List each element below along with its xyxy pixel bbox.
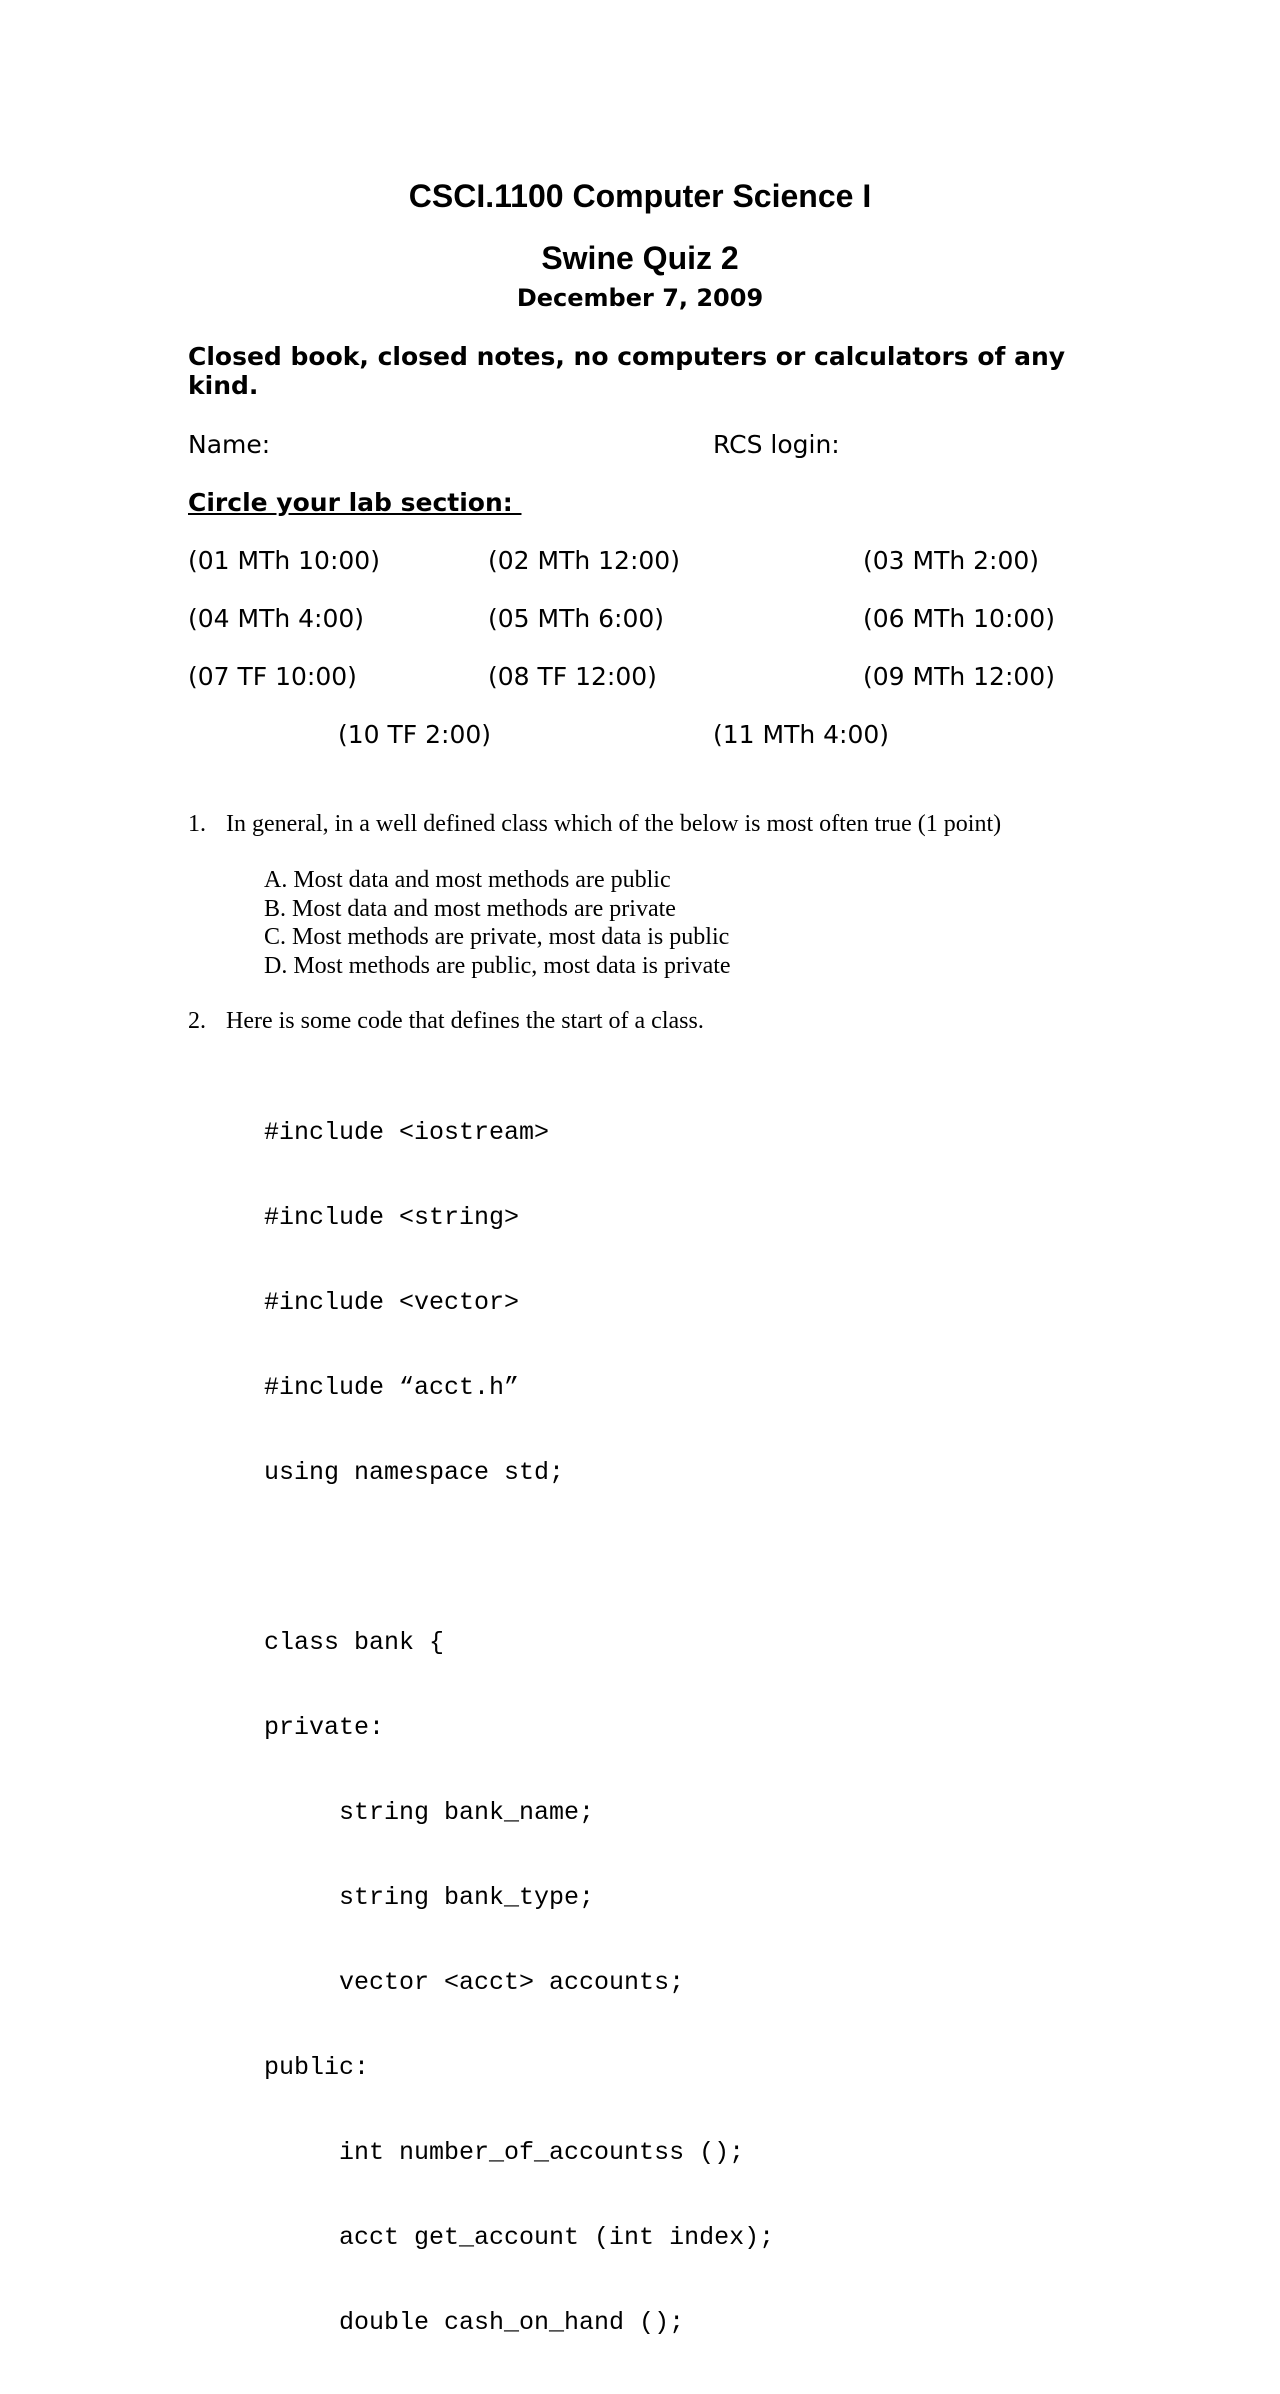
code-line: public: — [264, 2053, 370, 2083]
question-1 — [188, 809, 1168, 839]
lab-section-10: (10 TF 2:00) — [338, 720, 492, 749]
option-a: A. Most data and most methods are public — [264, 867, 671, 893]
lab-section-11: (11 MTh 4:00) — [713, 720, 890, 749]
lab-section-heading: Circle your lab section: — [188, 488, 522, 517]
lab-section-06: (06 MTh 10:00) — [863, 604, 1055, 633]
code-line — [264, 1544, 774, 1572]
code-line: vector <acct> accounts; — [264, 1968, 685, 1997]
code-line: #include <string> — [264, 1202, 520, 1232]
lab-section-08: (08 TF 12:00) — [488, 662, 657, 691]
code-line: #include “acct.h” — [264, 1372, 520, 1402]
code-line: using namespace std; — [264, 1457, 565, 1487]
question-text: Here is some code that defines the start of a class. — [226, 1008, 704, 1034]
quiz-date: December 7, 2009 — [516, 284, 764, 312]
lab-section-07: (07 TF 10:00) — [188, 662, 357, 691]
lab-section-02: (02 MTh 12:00) — [488, 546, 680, 575]
instructions: Closed book, closed notes, no computers or calculators of any kind. — [188, 342, 1066, 400]
name-label: Name: — [188, 430, 271, 459]
lab-section-03: (03 MTh 2:00) — [863, 546, 1040, 575]
code-line: string bank_name; — [264, 1797, 595, 1827]
lab-section-01: (01 MTh 10:00) — [188, 546, 380, 575]
option-d: D. Most methods are public, most data is private — [264, 952, 731, 979]
quiz-title: Swine Quiz 2 — [541, 240, 739, 276]
code-line: int number_of_accountss (); — [264, 2138, 745, 2168]
code-line: double cash_on_hand (); — [264, 2308, 685, 2338]
question-number: 2. — [188, 1008, 206, 1034]
rcs-login-label: RCS login: — [713, 430, 840, 459]
question-text: In general, in a well defined class which of the below is most often true (1 point) — [226, 811, 1002, 837]
course-title: CSCI.1100 Computer Science I — [408, 178, 872, 214]
option-b: B. Most data and most methods are private — [264, 895, 676, 922]
option-c: C. Most methods are private, most data is public — [264, 924, 730, 951]
code-line: string bank_type; — [264, 1882, 595, 1912]
lab-section-04: (04 MTh 4:00) — [188, 604, 365, 633]
code-line: class bank { — [264, 1627, 445, 1657]
code-block — [264, 1062, 774, 2394]
code-line: acct get_account (int index); — [264, 2223, 775, 2253]
code-line: private: — [264, 1712, 385, 1742]
lab-section-09: (09 MTh 12:00) — [863, 662, 1055, 691]
lab-section-05: (05 MTh 6:00) — [488, 604, 665, 633]
question-number: 1. — [188, 811, 206, 837]
question-2 — [188, 1006, 1168, 1036]
question-1-options — [264, 866, 1164, 980]
code-line: #include <vector> — [264, 1287, 520, 1317]
code-line: #include <iostream> — [264, 1117, 550, 1147]
